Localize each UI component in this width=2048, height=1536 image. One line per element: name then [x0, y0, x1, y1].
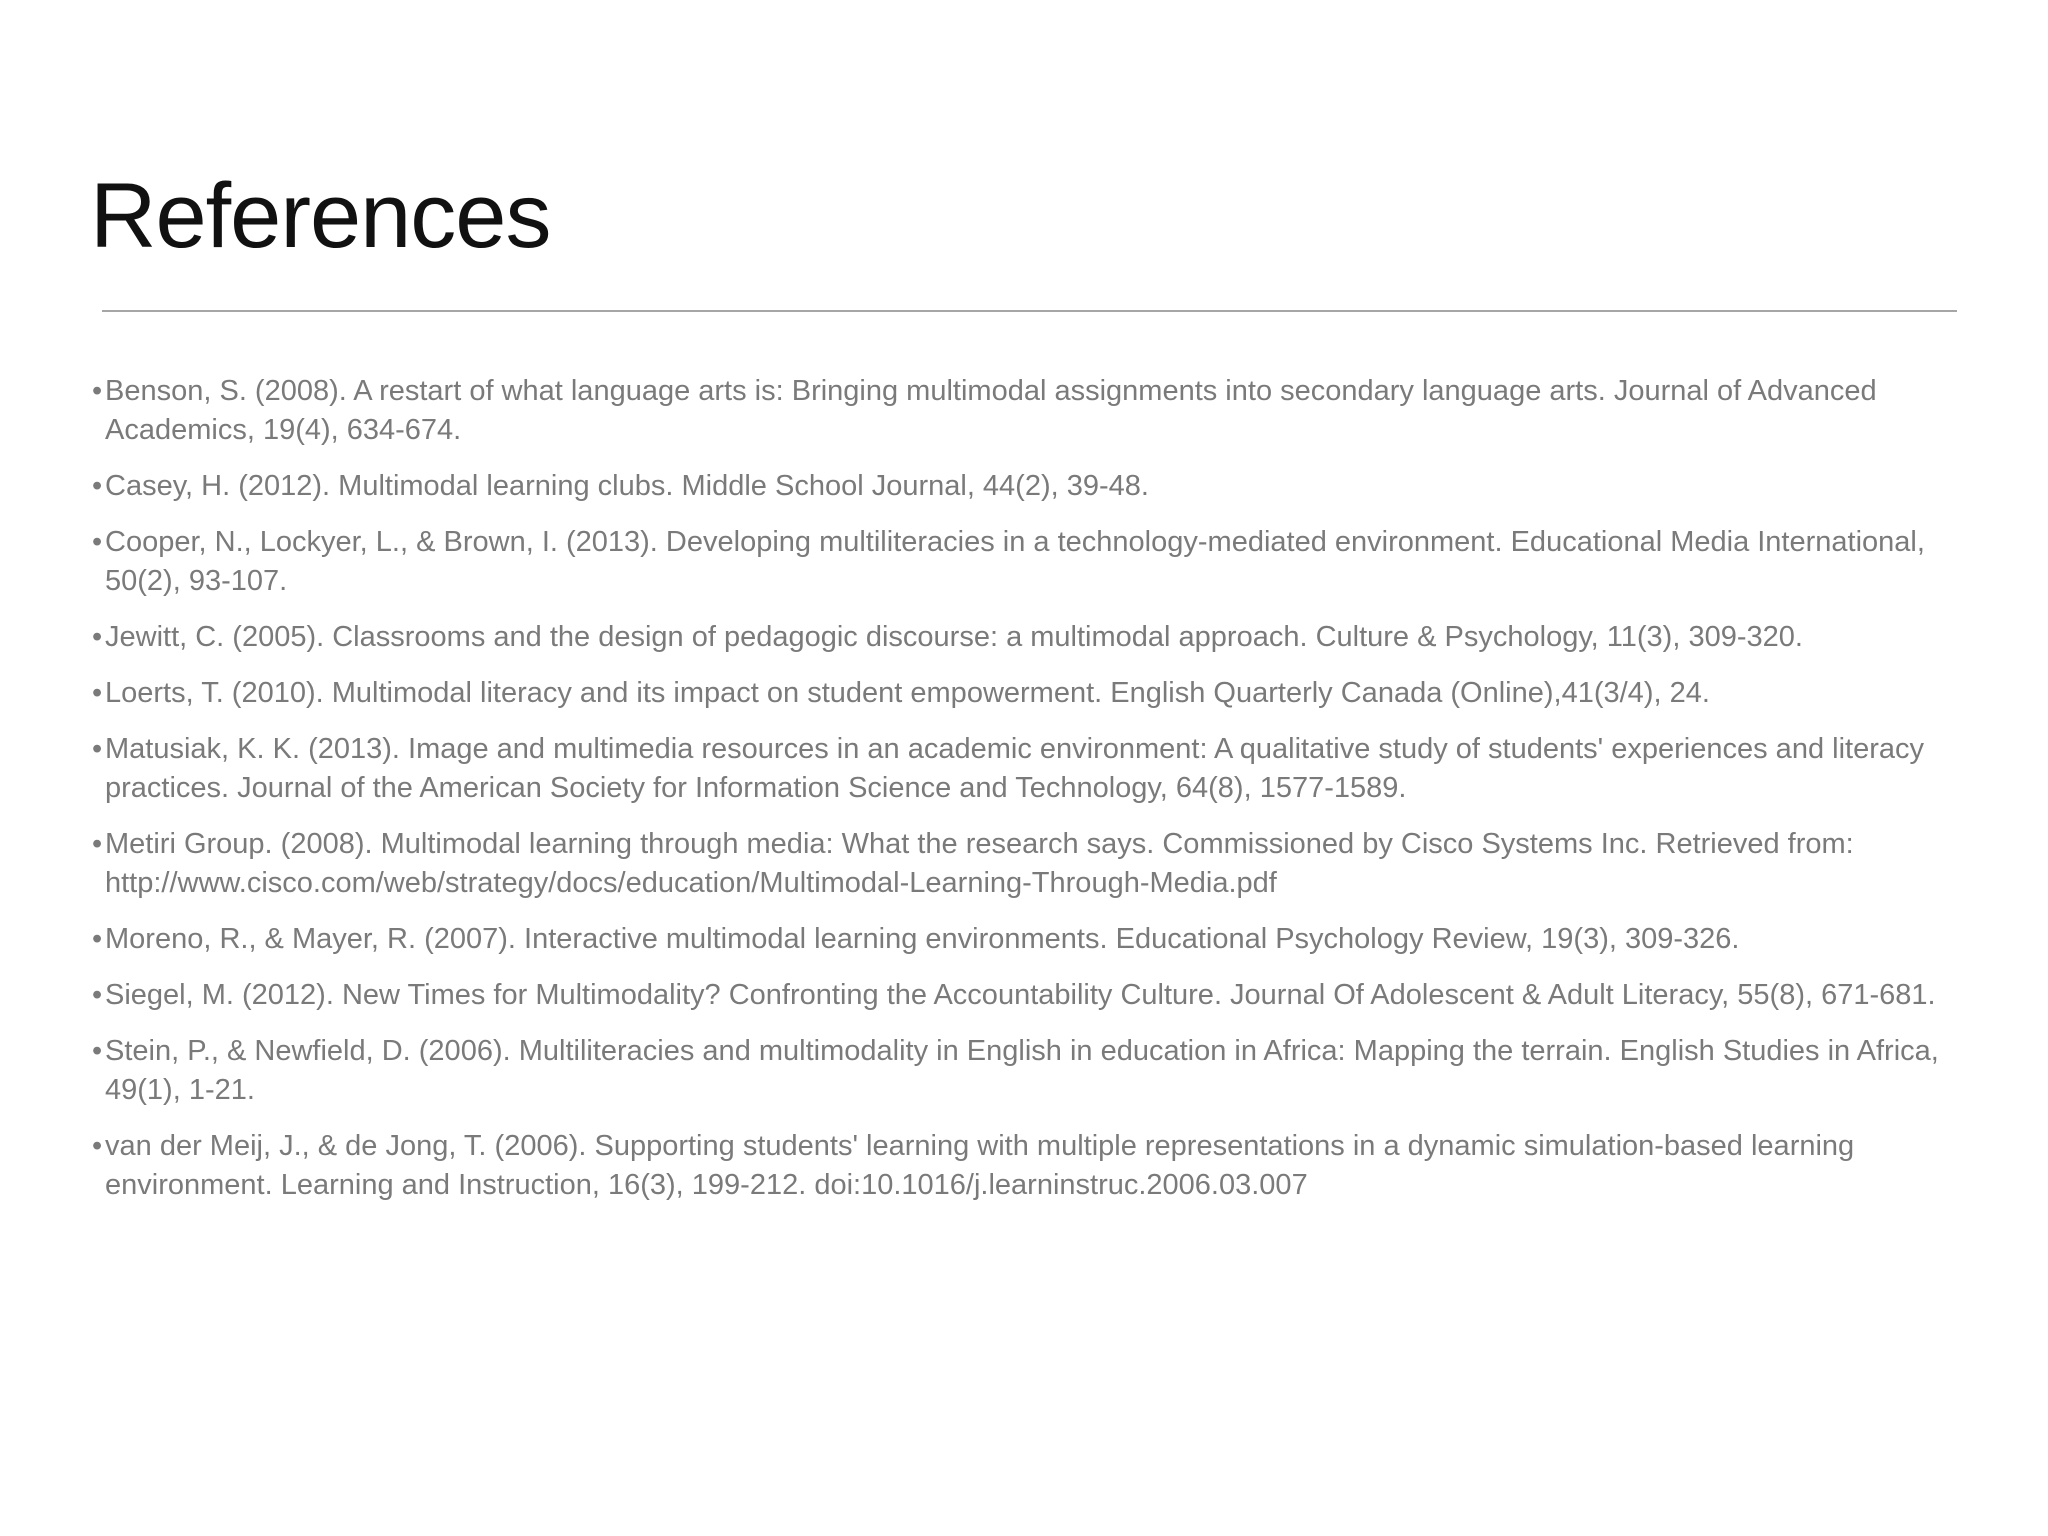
- reference-item: [92, 467, 1972, 506]
- bullet-icon: •: [92, 1130, 103, 1162]
- bullet-icon: •: [92, 470, 103, 502]
- reference-item: [92, 372, 1972, 450]
- reference-list: [92, 372, 1972, 1222]
- reference-text: Benson, S. (2008). A restart of what language arts is: Bringing multimodal assignments into secondary language arts. Journal of Advanced Academics, 19(4), 634-674.: [105, 375, 1877, 446]
- bullet-icon: •: [92, 733, 103, 765]
- reference-text: Jewitt, C. (2005). Classrooms and the design of pedagogic discourse: a multimodal approach. Culture & Psychology, 11(3), 309-320.: [105, 621, 1803, 653]
- bullet-icon: •: [92, 526, 103, 558]
- reference-text: Siegel, M. (2012). New Times for Multimodality? Confronting the Accountability Culture. Journal Of Adolescent & Adult Literacy, 55(8), 671-681.: [105, 979, 1936, 1011]
- bullet-icon: •: [92, 923, 103, 955]
- reference-item: [92, 618, 1972, 657]
- reference-text: Moreno, R., & Mayer, R. (2007). Interactive multimodal learning environments. Educational Psychology Review, 19(3), 309-326.: [105, 923, 1740, 955]
- reference-text: Stein, P., & Newfield, D. (2006). Multiliteracies and multimodality in English in education in Africa: Mapping the terrain. English Studies in Africa, 49(1), 1-21.: [105, 1035, 1939, 1106]
- reference-text: van der Meij, J., & de Jong, T. (2006). Supporting students' learning with multiple representations in a dynamic simulation-based learning environment. Learning and Instruction, 16(3), 199-212. doi:10.1016/j.learninstruc.2006.03.007: [105, 1130, 1855, 1201]
- reference-item: [92, 523, 1972, 601]
- reference-item: [92, 1127, 1972, 1205]
- bullet-icon: •: [92, 677, 103, 709]
- bullet-icon: •: [92, 1035, 103, 1067]
- bullet-icon: •: [92, 828, 103, 860]
- reference-item: [92, 825, 1972, 903]
- reference-item: [92, 976, 1972, 1015]
- reference-text: Loerts, T. (2010). Multimodal literacy and its impact on student empowerment. English Quarterly Canada (Online),41(3/4), 24.: [105, 677, 1710, 709]
- bullet-icon: •: [92, 621, 103, 653]
- reference-item: [92, 674, 1972, 713]
- title-divider: [102, 310, 1957, 312]
- slide-title: References: [90, 165, 551, 267]
- bullet-icon: •: [92, 375, 103, 407]
- reference-text: Casey, H. (2012). Multimodal learning clubs. Middle School Journal, 44(2), 39-48.: [105, 470, 1149, 502]
- reference-text: Metiri Group. (2008). Multimodal learning through media: What the research says. Commissioned by Cisco Systems Inc. Retrieved from: http://www.cisco.com/web/strategy/docs/education/Multimodal-Learning-Through-Media.pdf: [105, 828, 1854, 899]
- reference-item: [92, 730, 1972, 808]
- reference-text: Cooper, N., Lockyer, L., & Brown, I. (2013). Developing multiliteracies in a technology-mediated environment. Educational Media International, 50(2), 93-107.: [105, 526, 1925, 597]
- bullet-icon: •: [92, 979, 103, 1011]
- reference-item: [92, 920, 1972, 959]
- reference-item: [92, 1032, 1972, 1110]
- reference-text: Matusiak, K. K. (2013). Image and multimedia resources in an academic environment: A qualitative study of students' experiences and literacy practices. Journal of the American Society for Information Science and Technology, 64(8), 1577-1589.: [105, 733, 1924, 804]
